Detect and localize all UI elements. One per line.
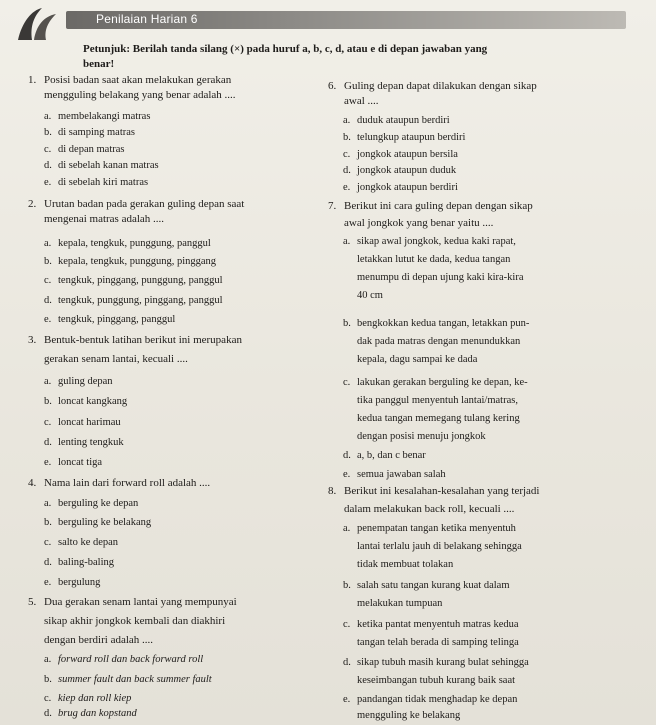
option-label: c. <box>44 693 52 704</box>
header-bar <box>66 9 586 31</box>
option-line: dengan posisi menuju jongkok <box>357 431 486 442</box>
option-label: d. <box>44 708 52 719</box>
option-text: a, b, dan c benar <box>357 450 426 461</box>
question-number: 5. <box>28 596 37 608</box>
school-logo-icon <box>12 4 60 44</box>
instruction-line: Petunjuk: Berilah tanda silang (×) pada huruf a, b, c, d, atau e di depan jawaban yang <box>83 43 488 55</box>
option-line: pandangan tidak menghadap ke depan <box>357 694 518 705</box>
option-label: d. <box>343 165 351 176</box>
option-label: d. <box>44 160 52 171</box>
option-line: kepala, dagu sampai ke dada <box>357 354 478 365</box>
instructions <box>83 42 603 72</box>
option-text: kepala, tengkuk, punggung, panggul <box>58 238 211 249</box>
option-text: di depan matras <box>58 144 125 155</box>
question-line: Bentuk-bentuk latihan berikut ini merupakan <box>44 334 242 346</box>
question-line: awal jongkok yang benar yaitu .... <box>344 217 494 229</box>
question-line: gerakan senam lantai, kecuali .... <box>44 353 188 365</box>
option-line: bengkokkan kedua tangan, letakkan pun- <box>357 318 530 329</box>
option-text: berguling ke depan <box>58 498 139 509</box>
option-text: loncat tiga <box>58 457 103 468</box>
option-text: di sebelah kanan matras <box>58 160 159 171</box>
question-number: 1. <box>28 74 37 86</box>
option-text: membelakangi matras <box>58 111 151 122</box>
question-line: Nama lain dari forward roll adalah .... <box>44 477 211 489</box>
option-text: forward roll dan back forward roll <box>58 654 204 665</box>
option-label: a. <box>44 238 52 249</box>
option-text: berguling ke belakang <box>58 517 152 528</box>
option-label: b. <box>44 674 52 685</box>
option-line: salah satu tangan kurang kuat dalam <box>357 580 510 591</box>
option-label: a. <box>44 498 52 509</box>
option-line: mengguling ke belakang <box>357 710 461 721</box>
question-text <box>344 79 537 109</box>
option-text: kiep dan roll kiep <box>58 693 132 704</box>
question-text <box>44 73 236 103</box>
option-line: kedua tangan memegang tulang kering <box>357 413 520 424</box>
option-label: b. <box>44 256 52 267</box>
option-label: c. <box>343 149 351 160</box>
option-text: loncat harimau <box>58 417 121 428</box>
option-line: tika panggul menyentuh lantai/matras, <box>357 395 518 406</box>
option-text: di samping matras <box>58 127 135 138</box>
option-text <box>357 521 522 572</box>
option-text: loncat kangkang <box>58 396 128 407</box>
option-label: c. <box>44 537 52 548</box>
option-label: e. <box>343 694 351 705</box>
option-text: kepala, tengkuk, punggung, pinggang <box>58 256 217 267</box>
page-title: Penilaian Harian 6 <box>96 12 198 26</box>
question-text <box>344 484 539 517</box>
option-line: sikap awal jongkok, kedua kaki rapat, <box>357 236 516 247</box>
question-line: Berikut ini cara guling depan dengan sikap <box>344 200 533 212</box>
question-line: awal .... <box>344 95 379 107</box>
option-line: dak pada matras dengan menundukkan <box>357 336 521 347</box>
option-label: b. <box>343 318 351 329</box>
question-line: dengan berdiri adalah .... <box>44 634 154 646</box>
option-label: b. <box>343 132 351 143</box>
option-label: e. <box>44 457 52 468</box>
question-line: mengguling belakang yang benar adalah .... <box>44 89 236 101</box>
option-label: e. <box>343 469 351 480</box>
option-label: a. <box>44 376 52 387</box>
question-number: 3. <box>28 334 37 346</box>
option-text <box>357 316 529 367</box>
option-text: duduk ataupun berdiri <box>357 115 450 126</box>
option-text: jongkok ataupun duduk <box>357 165 457 176</box>
option-label: d. <box>44 557 52 568</box>
question-line: Urutan badan pada gerakan guling depan saat <box>44 198 245 210</box>
option-line: sikap tubuh masih kurang bulat sehingga <box>357 657 529 668</box>
option-text: salto ke depan <box>58 537 119 548</box>
option-text: baling-baling <box>58 557 114 568</box>
question-text <box>44 476 210 491</box>
option-line: ketika pantat menyentuh matras kedua <box>357 619 519 630</box>
option-label: e. <box>44 577 52 588</box>
option-text: tengkuk, punggung, pinggang, panggul <box>58 295 223 306</box>
option-text <box>357 692 517 707</box>
option-text: tengkuk, pinggang, panggul <box>58 314 176 325</box>
option-label: a. <box>343 523 351 534</box>
question-line: sikap akhir jongkok kembali dan diakhiri <box>44 615 226 627</box>
option-label: e. <box>44 314 52 325</box>
question-number: 7. <box>328 200 337 212</box>
question-number: 4. <box>28 477 37 489</box>
option-label: b. <box>44 396 52 407</box>
option-text: semua jawaban salah <box>357 469 446 480</box>
option-label: c. <box>343 619 351 630</box>
option-line: melakukan tumpuan <box>357 598 443 609</box>
option-label: d. <box>343 450 351 461</box>
option-label: c. <box>44 144 52 155</box>
option-label: e. <box>343 182 351 193</box>
option-line: 40 cm <box>357 290 383 301</box>
option-text: di sebelah kiri matras <box>58 177 149 188</box>
option-text <box>357 234 524 303</box>
question-text <box>344 199 533 231</box>
option-label: b. <box>343 580 351 591</box>
option-label: c. <box>44 275 52 286</box>
question-line: Posisi badan saat akan melakukan gerakan <box>44 74 232 86</box>
option-line: penempatan tangan ketika menyentuh <box>357 523 516 534</box>
option-label: e. <box>44 177 52 188</box>
option-line: keseimbangan tubuh kurang baik saat <box>357 675 516 686</box>
option-label: b. <box>44 517 52 528</box>
question-line: dalam melakukan back roll, kecuali .... <box>344 503 515 515</box>
option-line: letakkan lutut ke dada, kedua tangan <box>357 254 511 265</box>
option-label: c. <box>44 417 52 428</box>
option-text: tengkuk, pinggang, punggung, panggul <box>58 275 223 286</box>
option-text: summer fault dan back summer fault <box>58 674 212 685</box>
option-text <box>357 617 519 650</box>
option-line: tidak membuat tolakan <box>357 559 454 570</box>
option-8d-line3 <box>357 708 460 723</box>
option-label: a. <box>44 654 52 665</box>
question-number: 2. <box>28 198 37 210</box>
question-text <box>44 197 244 227</box>
option-text: bergulung <box>58 577 101 588</box>
option-label: d. <box>44 437 52 448</box>
option-line: tangan telah berada di samping telinga <box>357 637 519 648</box>
option-text: jongkok ataupun bersila <box>357 149 458 160</box>
question-line: mengenai matras adalah .... <box>44 213 165 225</box>
option-line: menumpu di depan ujung kaki kira-kira <box>357 272 524 283</box>
question-text <box>44 595 237 648</box>
option-label: d. <box>343 657 351 668</box>
question-text <box>44 333 242 367</box>
option-text: telungkup ataupun berdiri <box>357 132 466 143</box>
question-line: Dua gerakan senam lantai yang mempunyai <box>44 596 237 608</box>
option-label: c. <box>343 377 351 388</box>
option-line: lantai terlalu jauh di belakang sehingga <box>357 541 522 552</box>
option-text: lenting tengkuk <box>58 437 124 448</box>
option-line: lakukan gerakan berguling ke depan, ke- <box>357 377 528 388</box>
option-text <box>357 655 529 688</box>
option-label: d. <box>44 295 52 306</box>
option-text <box>357 375 528 444</box>
option-label: a. <box>343 236 351 247</box>
option-text: guling depan <box>58 376 113 387</box>
question-number: 6. <box>328 80 337 92</box>
question-number: 8. <box>328 485 337 497</box>
option-label: a. <box>44 111 52 122</box>
question-line: Berikut ini kesalahan-kesalahan yang terjadi <box>344 485 540 497</box>
option-text <box>357 578 510 611</box>
option-label: b. <box>44 127 52 138</box>
option-label: a. <box>343 115 351 126</box>
option-text: jongkok ataupun berdiri <box>357 182 458 193</box>
instruction-line: benar! <box>83 58 115 70</box>
option-text: brug dan kopstand <box>58 708 137 719</box>
question-line: Guling depan dapat dilakukan dengan sikap <box>344 80 537 92</box>
